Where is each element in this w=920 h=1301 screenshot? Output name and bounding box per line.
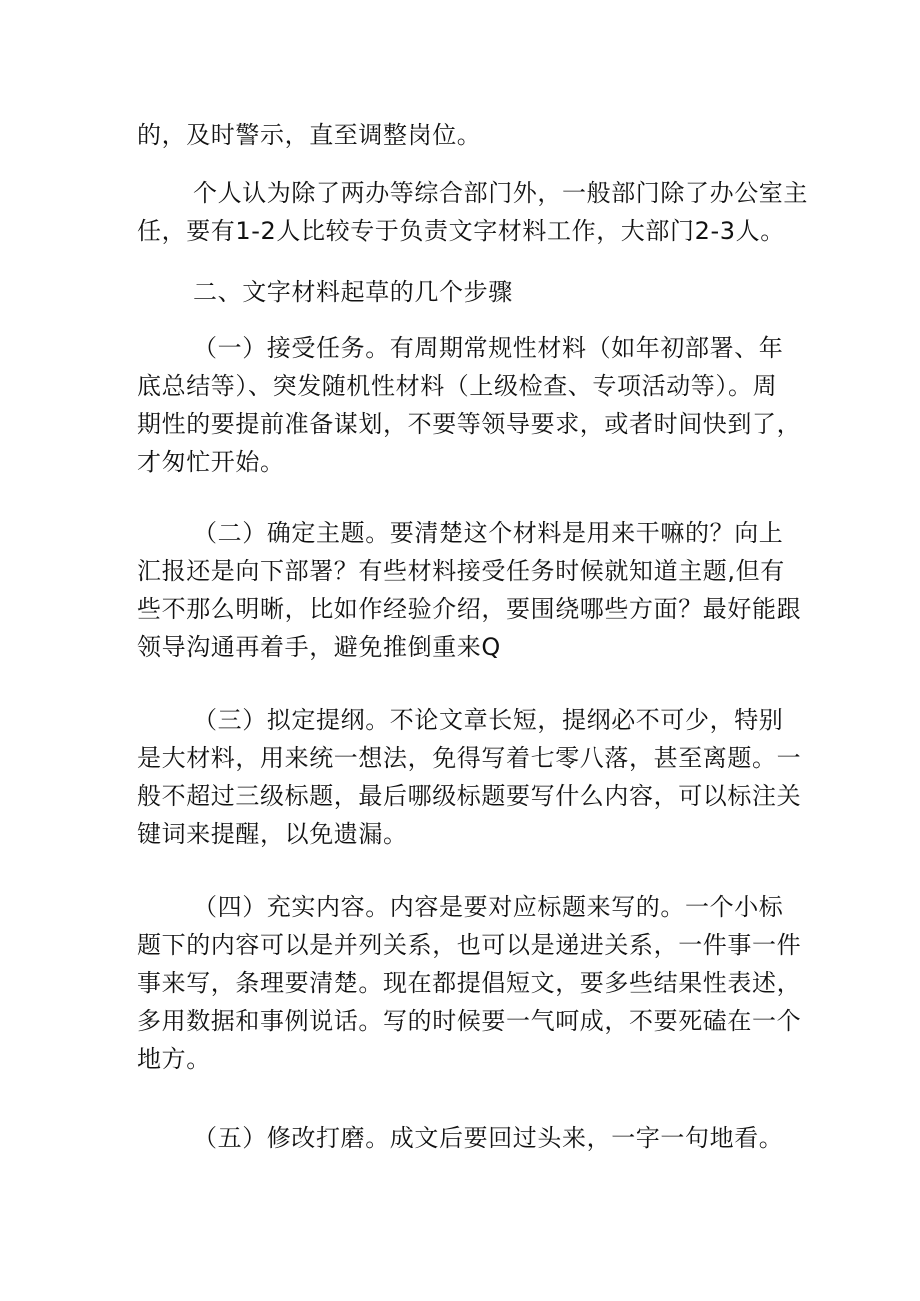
paragraph-continuation: [137, 116, 797, 154]
text-line: 是大材料，用来统一想法，免得写着七零八落，甚至离题。一: [137, 744, 802, 772]
text-line: （二）确定主题。要清楚这个材料是用来干嘛的？向上: [193, 519, 784, 547]
text-line: 题下的内容可以是并列关系，也可以是递进关系，一件事一件: [137, 931, 802, 959]
text-line: 期性的要提前准备谋划，不要等领导要求，或者时间快到了，: [137, 410, 802, 438]
paragraph-step-5: [137, 1119, 797, 1157]
text-line: （一）接受任务。有周期常规性材料（如年初部署、年: [193, 334, 784, 362]
text-line: 任，要有1-2人比较专于负责文字材料工作，大部门2-3人。: [137, 217, 785, 245]
text-line: （三）拟定提纲。不论文章长短，提纲必不可少，特别: [193, 706, 784, 734]
text-line: 汇报还是向下部署？有些材料接受任务时候就知道主题,但有: [137, 557, 785, 585]
section-heading: [137, 273, 797, 311]
text-line: 多用数据和事例说话。写的时候要一气呵成，不要死磕在一个: [137, 1007, 802, 1035]
text-line: 的，及时警示，直至调整岗位。: [137, 121, 482, 149]
text-line: 键词来提醒，以免遗漏。: [137, 820, 408, 848]
text-line: 些不那么明晰，比如作经验介绍，要围绕哪些方面？最好能跟: [137, 595, 802, 623]
text-line: 领导沟通再着手，避免推倒重来Q: [137, 633, 501, 661]
text-line: 才匆忙开始。: [137, 448, 285, 476]
paragraph-step-1: [137, 329, 802, 481]
paragraph-step-2: [137, 514, 802, 666]
text-line: 般不超过三级标题，最后哪级标题要写什么内容，可以标注关: [137, 782, 802, 810]
text-line: 事来写，条理要清楚。现在都提倡短文，要多些结果性表述，: [137, 969, 802, 997]
text-line: （四）充实内容。内容是要对应标题来写的。一个小标: [193, 893, 784, 921]
text-line: 地方。: [137, 1045, 211, 1073]
text-line: 底总结等）、突发随机性材料（上级检查、专项活动等）。周: [137, 372, 778, 400]
paragraph-staffing-opinion: [137, 174, 808, 250]
paragraph-step-3: [137, 701, 802, 853]
paragraph-step-4: [137, 888, 802, 1078]
section-heading-text: 二、文字材料起草的几个步骤: [193, 278, 513, 306]
text-line: 个人认为除了两办等综合部门外，一般部门除了办公室主: [193, 179, 808, 207]
text-line: （五）修改打磨。成文后要回过头来，一字一句地看。: [193, 1124, 784, 1152]
